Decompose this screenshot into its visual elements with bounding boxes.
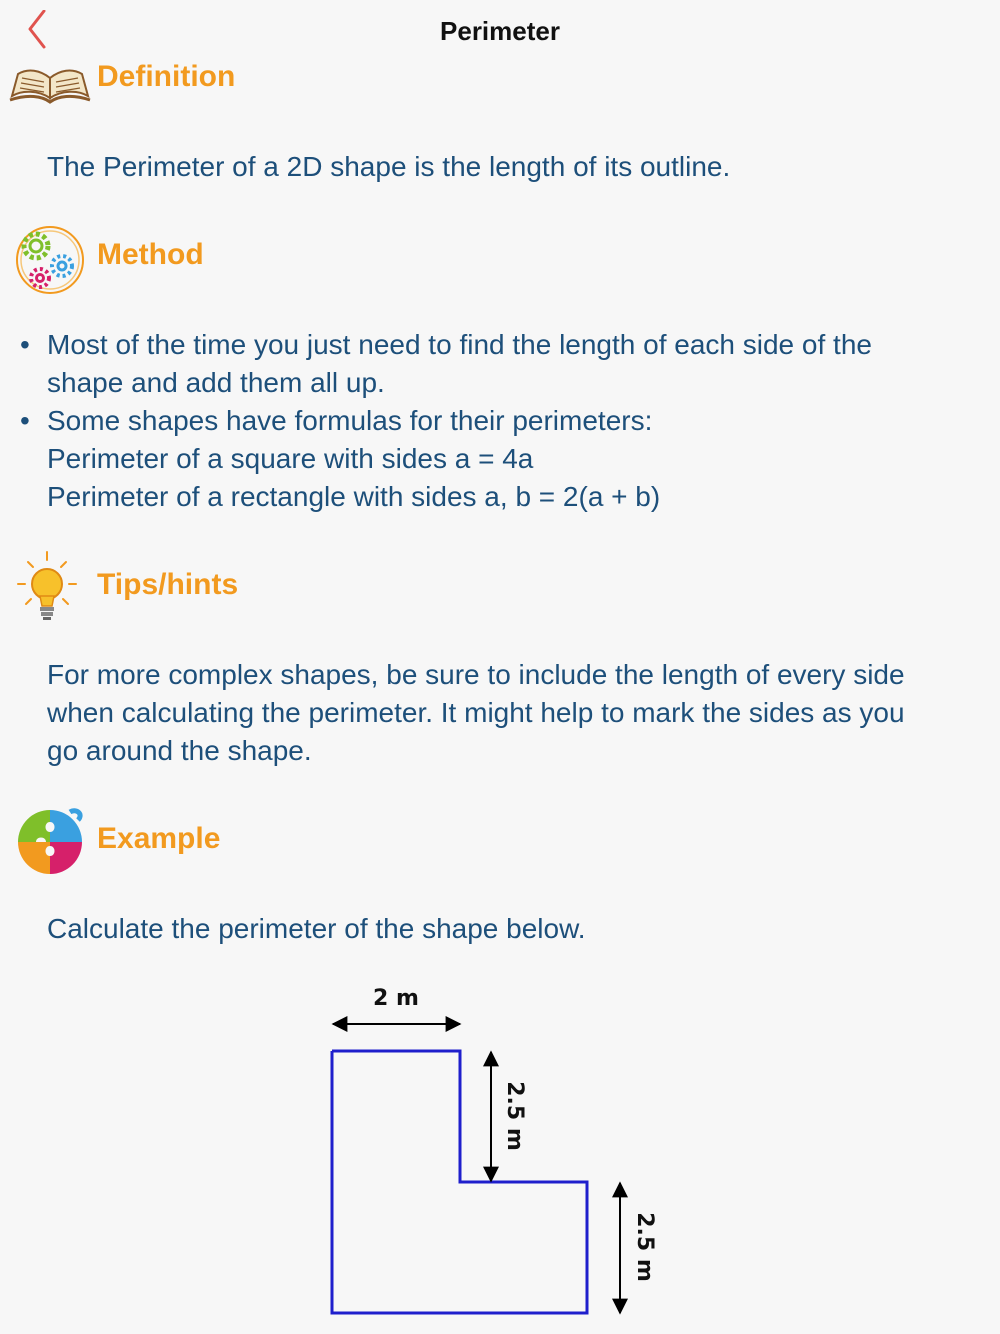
tips-line: go around the shape. [47, 735, 312, 766]
tips-line: For more complex shapes, be sure to include the length of every side [47, 659, 905, 690]
open-book-icon [8, 60, 92, 104]
gears-icon [14, 224, 86, 296]
lightbulb-icon [14, 548, 80, 628]
definition-heading: Definition [97, 60, 236, 93]
example-text: Calculate the perimeter of the shape below. [47, 913, 586, 944]
list-item-line: Perimeter of a rectangle with sides a, b = 2(a + b) [47, 481, 661, 512]
puzzle-icon [12, 806, 88, 878]
example-heading: Example [97, 822, 221, 855]
nav-bar [0, 0, 1000, 64]
tips-line: when calculating the perimeter. It might help to mark the sides as you [47, 697, 905, 728]
l-shape-diagram [300, 975, 700, 1325]
tips-heading: Tips/hints [97, 568, 239, 601]
l-shape-outline [332, 1051, 587, 1313]
bullet-icon: • [20, 329, 30, 360]
right-dimension-label-2: 2.5 m [632, 1212, 657, 1282]
list-item-line: Some shapes have formulas for their perimeters: [47, 405, 653, 436]
page-title: Perimeter [440, 16, 560, 46]
method-list [20, 326, 960, 516]
definition-text: The Perimeter of a 2D shape is the length of its outline. [47, 151, 731, 182]
list-item [20, 402, 960, 516]
list-item-line: Most of the time you just need to find the length of each side of the [47, 329, 872, 360]
bullet-icon: • [20, 405, 30, 436]
list-item [20, 326, 960, 402]
right-dimension-label-1: 2.5 m [502, 1081, 527, 1151]
list-item-line: shape and add them all up. [47, 367, 385, 398]
tips-text [47, 656, 967, 770]
list-item-line: Perimeter of a square with sides a = 4a [47, 443, 534, 474]
method-heading: Method [97, 238, 204, 271]
top-dimension-label: 2 m [373, 986, 419, 1011]
